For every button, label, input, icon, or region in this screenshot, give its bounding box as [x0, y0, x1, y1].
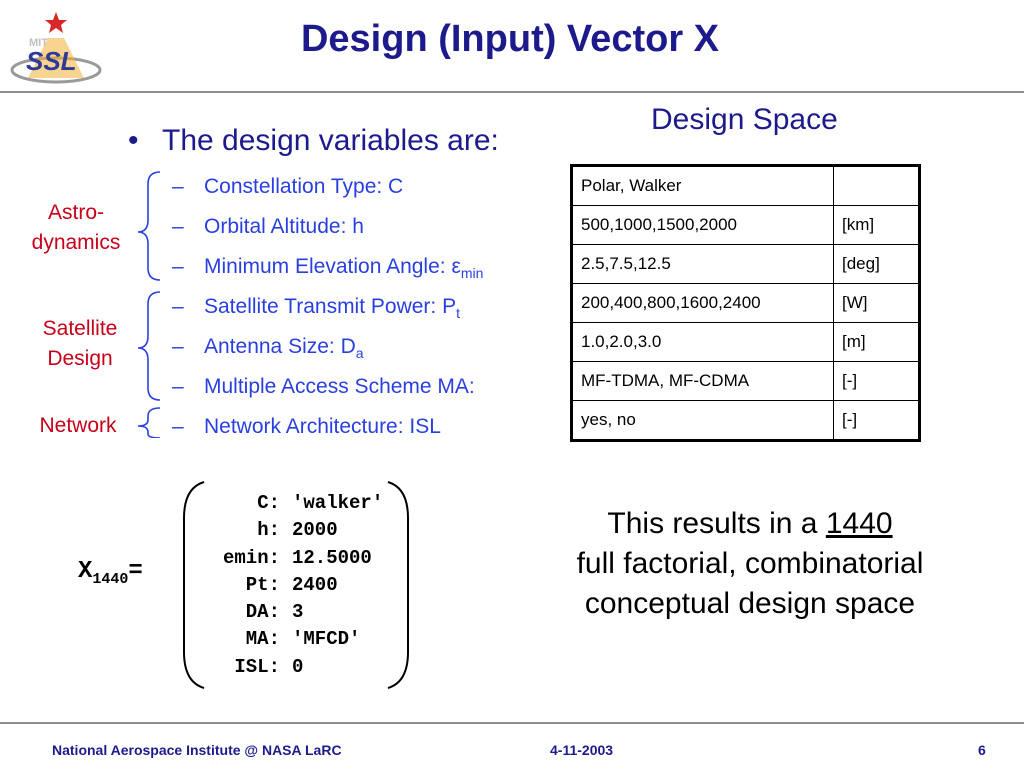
variable-subscript: min: [460, 265, 484, 282]
design-space-title: Design Space: [651, 103, 838, 136]
vector-value: 'MFCD': [292, 628, 361, 651]
variable-text: Minimum Elevation Angle: ε: [204, 255, 461, 278]
dash-marker: –: [172, 295, 184, 318]
table-cell: [W]: [834, 284, 920, 323]
vector-value: 2400: [292, 573, 338, 596]
variable-text: Network Architecture: ISL: [204, 415, 441, 438]
table-row: [572, 362, 920, 401]
table-cell: MF-TDMA, MF-CDMA: [572, 362, 834, 401]
vector-entry: [200, 626, 383, 653]
vector-key: C:: [257, 492, 280, 514]
result-line-2: full factorial, combinatorial: [576, 547, 924, 580]
footer-institute: National Aerospace Institute @ NASA LaRC: [52, 742, 342, 758]
variable-item: [172, 375, 475, 399]
right-paren: [388, 482, 408, 688]
table-cell: yes, no: [572, 401, 834, 441]
table-cell: [deg]: [834, 245, 920, 284]
variable-text: Multiple Access Scheme MA:: [204, 375, 475, 398]
dash-marker: –: [172, 175, 184, 198]
vector-entry: [200, 654, 383, 681]
svg-text:MIT: MIT: [29, 37, 48, 49]
result-statement: [540, 504, 960, 624]
result-line-1: [540, 504, 960, 544]
page-number: 6: [978, 742, 986, 758]
group-label-line: dynamics: [31, 231, 121, 254]
dash-marker: –: [172, 375, 184, 398]
footer-divider: [0, 722, 1024, 724]
table-cell: 1.0,2.0,3.0: [572, 323, 834, 362]
vector-key: ISL:: [234, 655, 280, 678]
vector-value: 12.5000: [292, 546, 372, 569]
design-space-table: [570, 164, 921, 442]
vector-entry: [200, 490, 383, 517]
table-cell: [km]: [834, 206, 920, 245]
table-row: [572, 206, 920, 245]
dash-marker: –: [172, 215, 184, 238]
vector-entry: [200, 599, 383, 626]
bullet-text: The design variables are:: [162, 124, 499, 157]
result-line-3: conceptual design space: [584, 587, 916, 620]
vector-entry: [200, 517, 383, 544]
vector-values: [200, 490, 383, 681]
mit-ssl-logo: [8, 8, 104, 86]
table-cell: 500,1000,1500,2000: [572, 206, 834, 245]
result-number: 1440: [825, 507, 893, 540]
footer-date: 4-11-2003: [550, 742, 614, 758]
vector-value: 2000: [292, 519, 338, 542]
group-label-satellite-design: [24, 314, 136, 374]
brace-astrodynamics: [138, 172, 160, 280]
brace-satellite-design: [138, 292, 160, 400]
table-cell: [-]: [834, 362, 920, 401]
table-cell: [-]: [834, 401, 920, 441]
variable-text: Antenna Size: D: [204, 335, 356, 358]
vector-value: 0: [292, 655, 304, 678]
vector-entry: [200, 545, 383, 572]
table-cell: 2.5,7.5,12.5: [572, 245, 834, 284]
variable-subscript: t: [456, 305, 460, 322]
table-row: [572, 323, 920, 362]
dash-marker: –: [172, 255, 184, 278]
vector-equals: =: [128, 558, 143, 585]
vector-value: 3: [292, 601, 304, 624]
vector-subscript: 1440: [92, 570, 129, 588]
brace-network: [138, 408, 160, 438]
variable-item: [172, 415, 441, 439]
variable-item: [172, 295, 460, 321]
result-text: This results in a: [607, 507, 826, 540]
vector-symbol: X: [78, 558, 93, 585]
main-bullet: [128, 124, 499, 158]
table-cell: Polar, Walker: [572, 166, 834, 206]
table-row: [572, 166, 920, 206]
group-label-line: Satellite: [42, 317, 118, 340]
table-row: [572, 245, 920, 284]
group-label-line: Astro-: [47, 201, 104, 224]
variable-item: [172, 335, 364, 361]
group-label-network: [22, 411, 134, 441]
vector-key: emin:: [222, 546, 280, 569]
table-cell: 200,400,800,1600,2400: [572, 284, 834, 323]
variable-text: Constellation Type: C: [204, 175, 404, 198]
vector-entry: [200, 572, 383, 599]
vector-value: 'walker': [292, 492, 384, 514]
table-cell: [m]: [834, 323, 920, 362]
group-label-astrodynamics: [20, 198, 132, 258]
title-divider: [0, 91, 1024, 93]
vector-key: h:: [257, 519, 280, 542]
vector-label: [78, 558, 143, 588]
table-row: [572, 401, 920, 441]
vector-key: Pt:: [245, 573, 280, 596]
table-cell: [834, 166, 920, 206]
dash-marker: –: [172, 335, 184, 358]
group-braces: [134, 168, 166, 438]
group-label-line: Design: [47, 347, 113, 370]
variable-subscript: a: [355, 345, 364, 362]
table-row: [572, 284, 920, 323]
group-label-line: Network: [39, 414, 117, 437]
bullet-marker: •: [128, 124, 139, 157]
variable-item: [172, 255, 483, 281]
variable-item: [172, 175, 403, 199]
vector-key: DA:: [245, 601, 280, 624]
dash-marker: –: [172, 415, 184, 438]
page-title: Design (Input) Vector X: [300, 18, 720, 60]
svg-text:SSL: SSL: [26, 46, 77, 76]
vector-key: MA:: [245, 628, 280, 651]
variable-text: Orbital Altitude: h: [204, 215, 364, 238]
variable-item: [172, 215, 364, 239]
variable-text: Satellite Transmit Power: P: [204, 295, 457, 318]
